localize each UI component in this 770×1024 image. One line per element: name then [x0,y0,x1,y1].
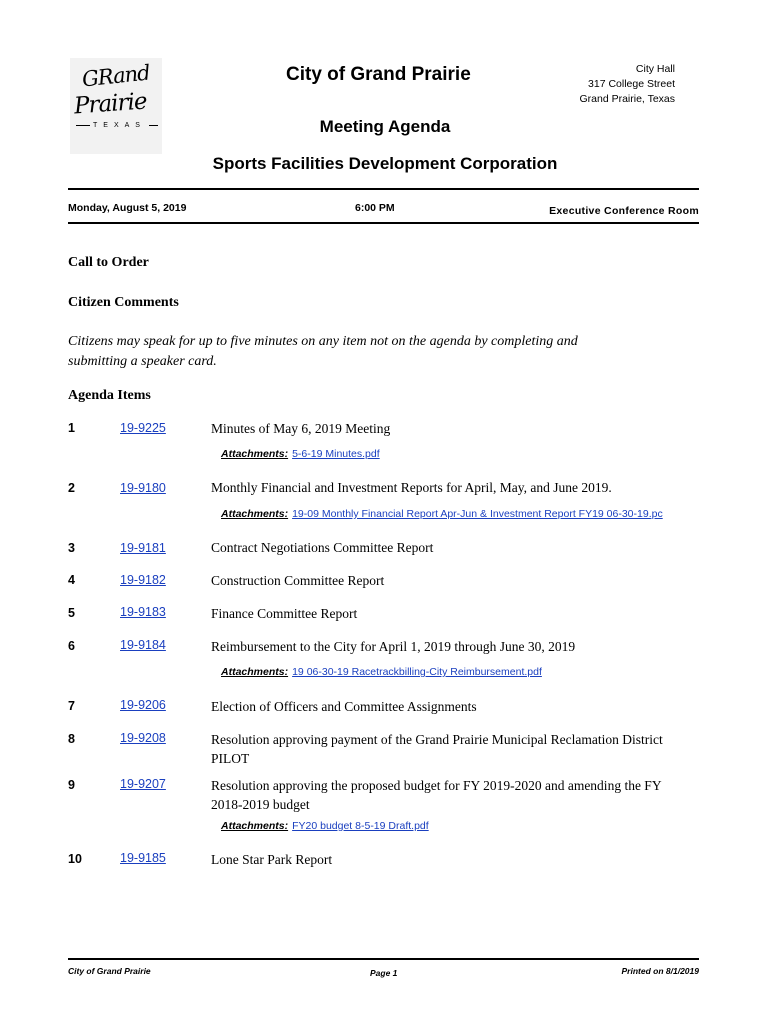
attachment-link[interactable]: 19-09 Monthly Financial Report Apr-Jun & Investment Report FY19 06-30-19.pc [292,508,663,520]
item-attachments [221,508,663,520]
address-line: City Hall [635,63,675,75]
item-title: Resolution approving the proposed budget for FY 2019-2020 and amending the FY 2018-2019 budget [211,778,662,812]
item-file-link[interactable]: 19-9225 [120,421,166,435]
item-file-link[interactable]: 19-9182 [120,573,166,587]
item-title: Contract Negotiations Committee Report [211,540,434,555]
attachment-link[interactable]: FY20 budget 8-5-19 Draft.pdf [292,820,429,832]
item-number: 7 [68,699,75,713]
item-file-link[interactable]: 19-9181 [120,541,166,555]
item-file-link[interactable]: 19-9208 [120,731,166,745]
citizen-notice: Citizens may speak for up to five minutes on any item not on the agenda by completing and submitting a speaker card. [68,334,578,369]
footer-page-number: Page 1 [370,968,398,978]
address-line: Grand Prairie, Texas [579,93,675,105]
address-line: 317 College Street [588,78,675,90]
attachments-label: Attachments: [221,508,289,520]
item-title: Election of Officers and Committee Assignments [211,699,477,714]
logo-text-grand: GRand [80,60,151,92]
item-title: Resolution approving payment of the Grand Prairie Municipal Reclamation District PILOT [211,732,663,766]
item-number: 5 [68,606,75,620]
item-number: 3 [68,541,75,555]
item-number: 9 [68,778,75,792]
logo-text-texas: TEXAS [90,122,149,129]
call-to-order-heading: Call to Order [68,255,149,270]
item-file-link[interactable]: 19-9183 [120,605,166,619]
logo-text-prairie: Prairie [73,88,148,120]
item-title: Construction Committee Report [211,573,385,588]
attachments-label: Attachments: [221,448,289,460]
item-file-link[interactable]: 19-9207 [120,777,166,791]
item-number: 10 [68,852,82,866]
item-number: 1 [68,421,75,435]
footer-organization: City of Grand Prairie [68,966,151,976]
attachment-link[interactable]: 19 06-30-19 Racetrackbilling-City Reimbursement.pdf [292,666,542,678]
item-title: Reimbursement to the City for April 1, 2019 through June 30, 2019 [211,639,576,654]
meeting-time: 6:00 PM [355,202,395,214]
meeting-room: Executive Conference Room [549,205,699,217]
city-hall-address [579,62,675,107]
city-logo [70,58,162,154]
item-attachments [221,820,429,832]
item-title: Monthly Financial and Investment Reports for April, May, and June 2019. [211,480,612,495]
citizen-comments-heading: Citizen Comments [68,295,179,310]
attachment-link[interactable]: 5-6-19 Minutes.pdf [292,448,380,460]
attachments-label: Attachments: [221,820,289,832]
attachments-label: Attachments: [221,666,289,678]
item-number: 6 [68,639,75,653]
item-file-link[interactable]: 19-9180 [120,481,166,495]
header-rule-top [68,188,699,190]
item-file-link[interactable]: 19-9184 [120,638,166,652]
board-title: Sports Facilities Development Corporation [212,154,558,173]
agenda-title: Meeting Agenda [319,117,451,136]
item-title: Finance Committee Report [211,606,358,621]
item-number: 4 [68,573,75,587]
item-file-link[interactable]: 19-9185 [120,851,166,865]
footer-rule [68,958,699,960]
item-number: 2 [68,481,75,495]
item-title: Minutes of May 6, 2019 Meeting [211,421,391,436]
item-attachments [221,666,542,678]
city-title: City of Grand Prairie [286,64,471,85]
meeting-date: Monday, August 5, 2019 [68,202,187,214]
item-attachments [221,448,380,460]
header-rule-bottom [68,222,699,224]
footer-printed-date: Printed on 8/1/2019 [621,966,699,976]
item-file-link[interactable]: 19-9206 [120,698,166,712]
item-title: Lone Star Park Report [211,852,333,867]
agenda-items-heading: Agenda Items [68,388,151,403]
item-number: 8 [68,732,75,746]
